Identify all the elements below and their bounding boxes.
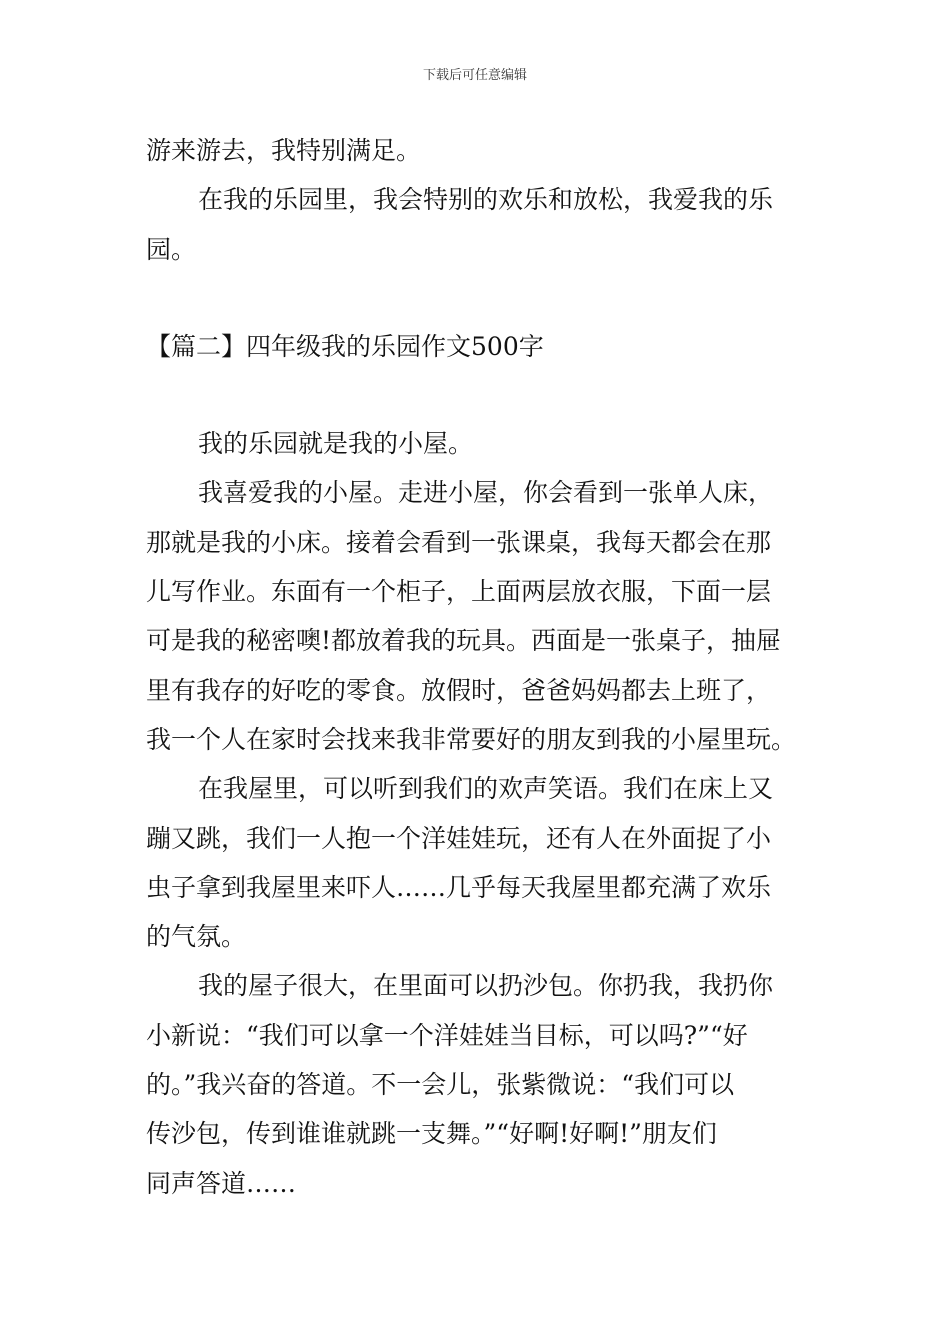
- text-line: 的。”我兴奋的答道。不一会儿，张紫微说：“我们可以: [146, 1070, 735, 1100]
- text-line: 我的乐园就是我的小屋。: [198, 429, 474, 459]
- paragraph-1: [146, 126, 811, 175]
- text-line: 小新说：“我们可以拿一个洋娃娃当目标，可以吗?”“好: [146, 1020, 748, 1050]
- paragraph-2: [146, 175, 811, 274]
- text-line: 可是我的秘密噢!都放着我的玩具。西面是一张桌子，抽屉: [146, 626, 782, 656]
- text-line: 虫子拿到我屋里来吓人……几乎每天我屋里都充满了欢乐: [146, 872, 772, 902]
- text-line: 我喜爱我的小屋。走进小屋，你会看到一张单人床，: [198, 478, 774, 508]
- text-line: 里有我存的好吃的零食。放假时，爸爸妈妈都去上班了，: [146, 675, 772, 705]
- text-line: 同声答道……: [146, 1168, 297, 1198]
- text-line: 儿写作业。东面有一个柜子，上面两层放衣服，下面一层: [146, 577, 772, 607]
- text-line: 园。: [146, 234, 197, 264]
- text-line: 游来游去，我特别满足。: [146, 136, 422, 165]
- text-line: 那就是我的小床。接着会看到一张课桌，我每天都会在那: [146, 527, 772, 557]
- text-line: 的气氛。: [146, 922, 247, 952]
- section-heading: 【篇二】四年级我的乐园作文500字: [146, 331, 544, 361]
- paragraph-4: [146, 468, 811, 764]
- paragraph-3: [146, 419, 811, 468]
- text-line: 在我的乐园里，我会特别的欢乐和放松，我爱我的乐: [198, 185, 774, 215]
- text-line: 在我屋里，可以听到我们的欢声笑语。我们在床上又: [198, 774, 774, 804]
- document-body: [146, 126, 811, 1208]
- text-line: 我的屋子很大，在里面可以扔沙包。你扔我，我扔你: [198, 971, 774, 1001]
- paragraph-6: [146, 961, 811, 1207]
- text-line: 蹦又跳，我们一人抱一个洋娃娃玩，还有人在外面捉了小: [146, 823, 772, 853]
- paragraph-5: [146, 764, 811, 961]
- text-line: 传沙包，传到谁谁就跳一支舞。”“好啊!好啊!”朋友们: [146, 1119, 717, 1149]
- page-header: 下载后可任意编辑: [422, 68, 527, 83]
- text-line: 我一个人在家时会找来我非常要好的朋友到我的小屋里玩。: [146, 724, 797, 754]
